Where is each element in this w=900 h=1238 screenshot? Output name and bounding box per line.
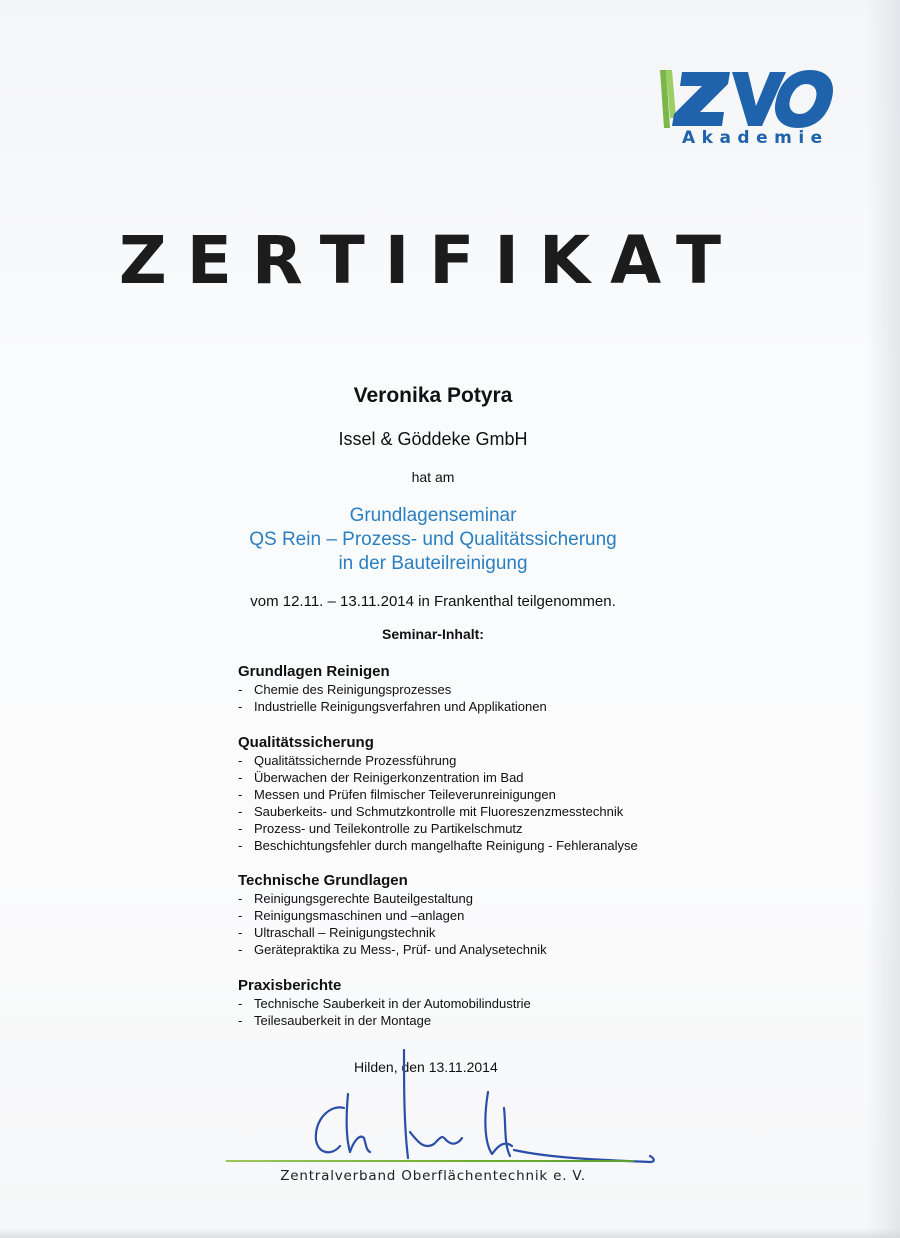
list-item-text: Prozess- und Teilekontrolle zu Partikelschmutz — [254, 821, 523, 836]
content-section — [238, 663, 547, 715]
list-item-text: Messen und Prüfen filmischer Teileverunreinigungen — [254, 787, 556, 802]
list-item-text: Technische Sauberkeit in der Automobilindustrie — [254, 996, 531, 1011]
list-dash: - — [238, 838, 243, 853]
list-item — [238, 890, 547, 907]
list-item-text: Qualitätssichernde Prozessführung — [254, 753, 457, 768]
certificate-title: ZERTIFIKAT — [118, 222, 742, 299]
seminar-title — [0, 504, 866, 576]
section-heading: Praxisberichte — [238, 977, 342, 994]
content-section — [238, 977, 531, 1029]
list-dash: - — [238, 804, 243, 819]
handwritten-signature — [300, 1046, 670, 1176]
list-item — [238, 698, 547, 715]
place-and-date: Hilden, den 13.11.2014 — [354, 1059, 498, 1075]
issuing-organization: Zentralverband Oberflächentechnik e. V. — [280, 1168, 586, 1184]
list-item-text: Beschichtungsfehler durch mangelhafte Reinigung - Fehleranalyse — [254, 838, 638, 853]
logo-akademie-text: Akademie — [682, 128, 829, 148]
list-dash: - — [238, 891, 243, 906]
list-dash: - — [238, 787, 243, 802]
list-dash: - — [238, 753, 243, 768]
list-dash: - — [238, 996, 243, 1011]
list-item-text: Reinigungsmaschinen und –anlagen — [254, 908, 465, 923]
list-item-text: Industrielle Reinigungsverfahren und Applikationen — [254, 699, 547, 714]
list-item — [238, 924, 547, 941]
list-item — [238, 803, 638, 820]
list-dash: - — [238, 925, 243, 940]
list-dash: - — [238, 821, 243, 836]
list-dash: - — [238, 908, 243, 923]
list-item-text: Reinigungsgerechte Bauteilgestaltung — [254, 891, 473, 906]
page-edge-shadow — [866, 0, 900, 1238]
list-item — [238, 837, 638, 854]
recipient-company: Issel & Göddeke GmbH — [338, 429, 528, 449]
list-item — [238, 786, 638, 803]
intro-text: hat am — [411, 469, 455, 485]
section-heading: Technische Grundlagen — [238, 872, 408, 889]
signature-line — [226, 1160, 634, 1162]
content-section — [238, 872, 547, 958]
seminar-content-heading: Seminar-Inhalt: — [382, 626, 484, 642]
list-item-text: Teilesauberkeit in der Montage — [254, 1013, 432, 1028]
list-dash: - — [238, 682, 243, 697]
list-item — [238, 907, 547, 924]
list-dash: - — [238, 770, 243, 785]
list-dash: - — [238, 699, 243, 714]
seminar-title-line: in der Bauteilreinigung — [338, 553, 528, 574]
zvo-logo-mark — [652, 66, 842, 136]
list-item — [238, 941, 547, 958]
seminar-title-line: QS Rein – Prozess- und Qualitätssicherung — [249, 529, 617, 550]
list-item — [238, 820, 638, 837]
recipient-name: Veronika Potyra — [353, 384, 513, 407]
page-bottom-shade — [0, 1228, 900, 1238]
list-item — [238, 1012, 531, 1029]
list-item-text: Überwachen der Reinigerkonzentration im Bad — [254, 770, 524, 785]
list-item — [238, 752, 638, 769]
seminar-title-line: Grundlagenseminar — [349, 505, 517, 526]
zvo-akademie-logo — [652, 66, 842, 156]
section-heading: Grundlagen Reinigen — [238, 663, 390, 680]
list-item-text: Ultraschall – Reinigungstechnik — [254, 925, 436, 940]
list-dash: - — [238, 942, 243, 957]
list-item — [238, 995, 531, 1012]
participation-text: vom 12.11. – 13.11.2014 in Frankenthal teilgenommen. — [250, 593, 616, 610]
list-item — [238, 681, 547, 698]
list-item-text: Gerätepraktika zu Mess-, Prüf- und Analysetechnik — [254, 942, 547, 957]
list-item-text: Sauberkeits- und Schmutzkontrolle mit Fluoreszenzmesstechnik — [254, 804, 624, 819]
list-dash: - — [238, 1013, 243, 1028]
section-heading: Qualitätssicherung — [238, 734, 374, 751]
list-item-text: Chemie des Reinigungsprozesses — [254, 682, 452, 697]
content-section — [238, 734, 638, 854]
list-item — [238, 769, 638, 786]
